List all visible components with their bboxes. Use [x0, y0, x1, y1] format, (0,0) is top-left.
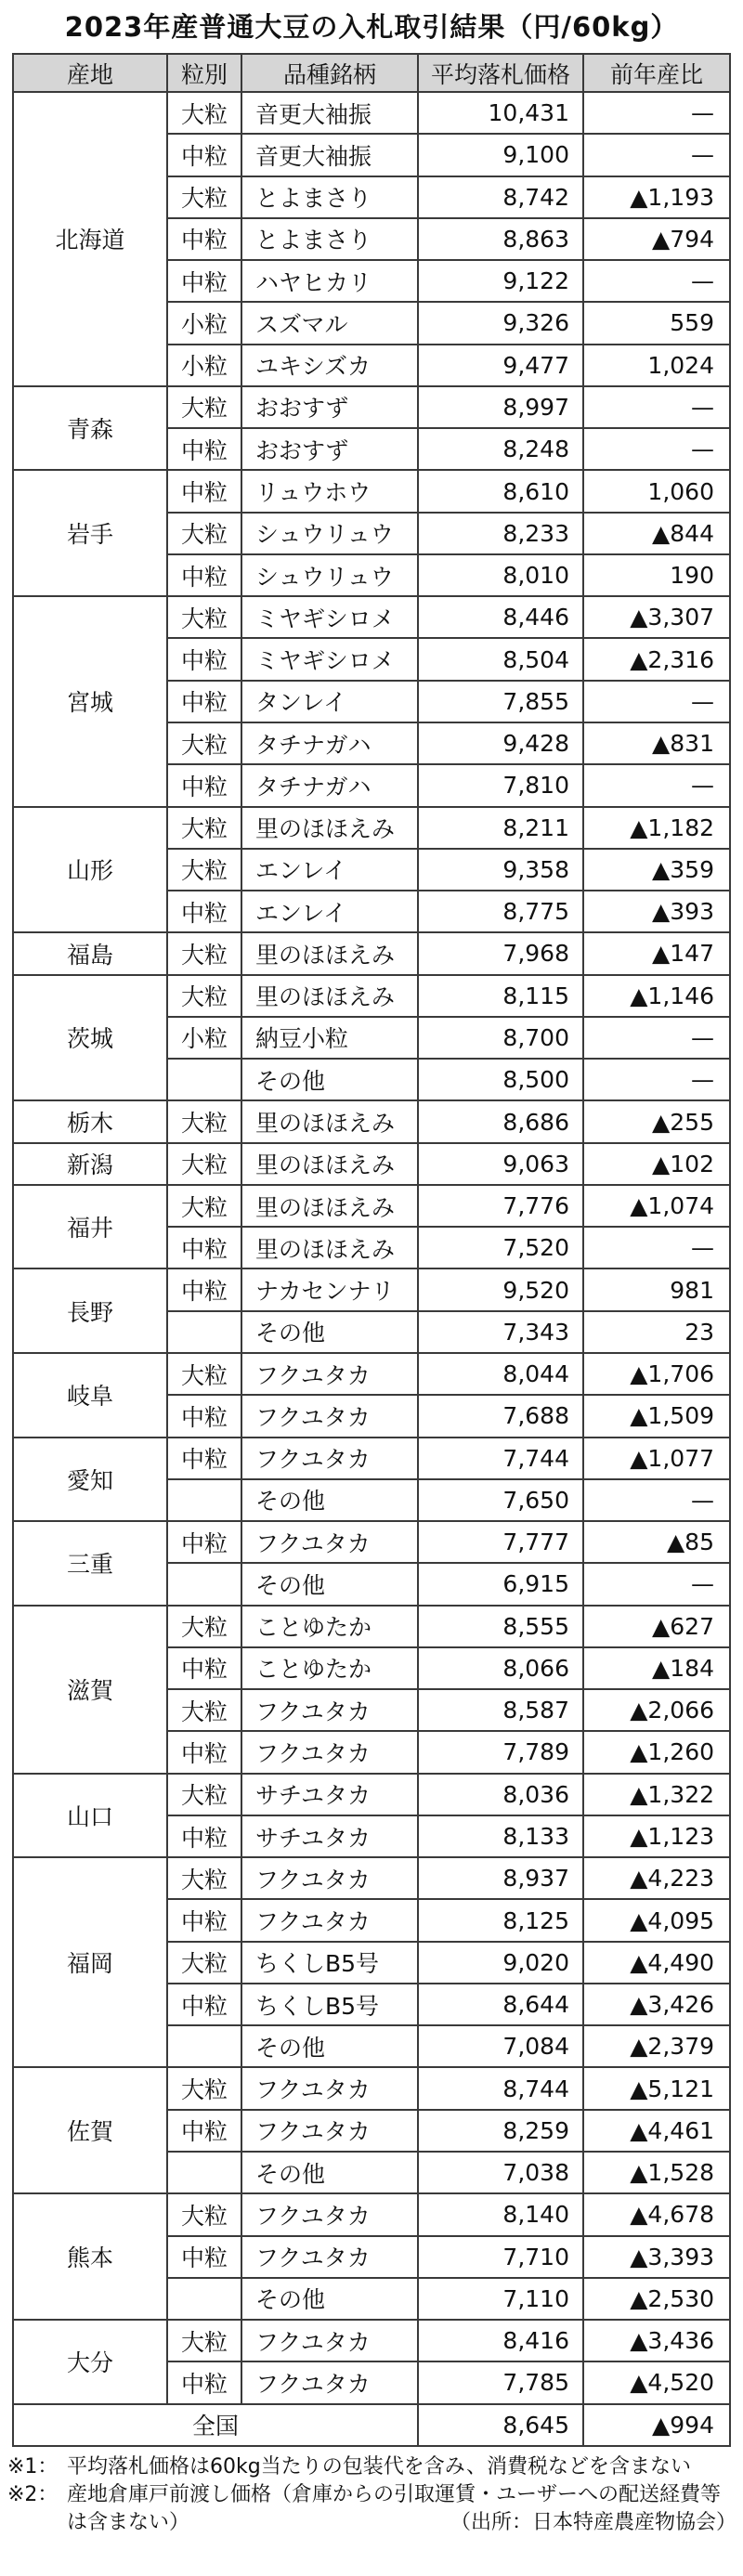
grain-size-cell: 小粒	[167, 1017, 241, 1059]
grain-size-cell: 中粒	[167, 134, 241, 176]
year-over-year-cell: ▲4,490	[583, 1942, 730, 1984]
footnote-mark: ※1：	[7, 2455, 59, 2478]
year-over-year-cell: ▲184	[583, 1647, 730, 1689]
national-average-price: 8,645	[418, 2404, 583, 2446]
grain-size-cell: 大粒	[167, 1143, 241, 1185]
table-row	[13, 386, 730, 428]
table-row	[13, 2193, 730, 2235]
variety-cell: 里のほほえみ	[241, 1100, 418, 1142]
average-price-cell: 8,416	[418, 2320, 583, 2361]
grain-size-cell: 中粒	[167, 1521, 241, 1563]
grain-size-cell: 中粒	[167, 428, 241, 470]
variety-cell: リュウホウ	[241, 470, 418, 512]
page-title: 2023年産普通大豆の入札取引結果（円/60kg）	[64, 11, 679, 43]
variety-cell: 里のほほえみ	[241, 1185, 418, 1227]
average-price-cell: 9,100	[418, 134, 583, 176]
grain-size-cell: 中粒	[167, 1395, 241, 1437]
grain-size-cell: 大粒	[167, 1942, 241, 1984]
average-price-cell: 7,084	[418, 2025, 583, 2067]
variety-cell: その他	[241, 1059, 418, 1100]
year-over-year-cell: ▲1,123	[583, 1815, 730, 1857]
average-price-cell: 7,650	[418, 1479, 583, 1521]
year-over-year-cell: 981	[583, 1268, 730, 1310]
year-over-year-cell: —	[583, 681, 730, 722]
variety-cell: フクユタカ	[241, 1857, 418, 1899]
year-over-year-cell: —	[583, 386, 730, 428]
variety-cell: 音更大袖振	[241, 92, 418, 134]
average-price-cell: 7,855	[418, 681, 583, 722]
table-row	[13, 1143, 730, 1185]
region-cell: 福井	[13, 1185, 167, 1269]
variety-cell: 里のほほえみ	[241, 1143, 418, 1185]
average-price-cell: 7,968	[418, 932, 583, 974]
national-total-row	[13, 2404, 730, 2446]
grain-size-cell	[167, 2278, 241, 2320]
grain-size-cell: 中粒	[167, 218, 241, 260]
region-cell: 青森	[13, 386, 167, 471]
average-price-cell: 9,063	[418, 1143, 583, 1185]
grain-size-cell: 中粒	[167, 1268, 241, 1310]
grain-size-cell: 中粒	[167, 1227, 241, 1268]
grain-size-cell: 中粒	[167, 1438, 241, 1479]
grain-size-cell: 中粒	[167, 470, 241, 512]
grain-size-cell: 大粒	[167, 932, 241, 974]
year-over-year-cell: ▲393	[583, 891, 730, 932]
variety-cell: フクユタカ	[241, 1689, 418, 1731]
year-over-year-cell: —	[583, 134, 730, 176]
table-row	[13, 1185, 730, 1227]
region-cell: 岐阜	[13, 1353, 167, 1438]
average-price-cell: 8,036	[418, 1774, 583, 1815]
grain-size-cell: 大粒	[167, 176, 241, 218]
average-price-cell: 8,504	[418, 638, 583, 680]
average-price-cell: 7,744	[418, 1438, 583, 1479]
variety-cell: サチユタカ	[241, 1774, 418, 1815]
average-price-cell: 8,010	[418, 554, 583, 596]
table-row	[13, 470, 730, 512]
year-over-year-cell: 23	[583, 1311, 730, 1353]
average-price-cell: 8,610	[418, 470, 583, 512]
region-cell: 福島	[13, 932, 167, 974]
average-price-cell: 9,020	[418, 1942, 583, 1984]
grain-size-cell: 大粒	[167, 807, 241, 849]
variety-cell: その他	[241, 1479, 418, 1521]
average-price-cell: 8,500	[418, 1059, 583, 1100]
region-cell: 三重	[13, 1521, 167, 1606]
year-over-year-cell: ▲3,426	[583, 1984, 730, 2025]
grain-size-cell: 中粒	[167, 764, 241, 806]
year-over-year-cell: ▲794	[583, 218, 730, 260]
grain-size-cell: 大粒	[167, 2067, 241, 2109]
grain-size-cell: 大粒	[167, 1689, 241, 1731]
region-cell: 宮城	[13, 596, 167, 806]
year-over-year-cell: ▲85	[583, 1521, 730, 1563]
grain-size-cell	[167, 1563, 241, 1605]
variety-cell: おおすず	[241, 428, 418, 470]
variety-cell: タンレイ	[241, 681, 418, 722]
year-over-year-cell: ▲3,393	[583, 2236, 730, 2278]
variety-cell: サチユタカ	[241, 1815, 418, 1857]
header-grain-size: 粒別	[167, 54, 241, 92]
year-over-year-cell: ▲1,260	[583, 1731, 730, 1773]
grain-size-cell: 中粒	[167, 1899, 241, 1941]
average-price-cell: 7,785	[418, 2361, 583, 2403]
variety-cell: フクユタカ	[241, 1353, 418, 1395]
year-over-year-cell: ▲4,223	[583, 1857, 730, 1899]
average-price-cell: 8,066	[418, 1647, 583, 1689]
year-over-year-cell: ▲3,436	[583, 2320, 730, 2361]
year-over-year-cell: ▲1,528	[583, 2152, 730, 2193]
variety-cell: 納豆小粒	[241, 1017, 418, 1059]
region-cell: 愛知	[13, 1438, 167, 1522]
average-price-cell: 8,700	[418, 1017, 583, 1059]
table-row	[13, 1857, 730, 1899]
region-cell: 新潟	[13, 1143, 167, 1185]
header-region: 産地	[13, 54, 167, 92]
grain-size-cell: 中粒	[167, 2110, 241, 2152]
year-over-year-cell: —	[583, 1017, 730, 1059]
variety-cell: その他	[241, 2025, 418, 2067]
table-row	[13, 1438, 730, 1479]
grain-size-cell: 中粒	[167, 1731, 241, 1773]
average-price-cell: 8,125	[418, 1899, 583, 1941]
variety-cell: 里のほほえみ	[241, 932, 418, 974]
average-price-cell: 9,477	[418, 345, 583, 386]
average-price-cell: 8,644	[418, 1984, 583, 2025]
variety-cell: ことゆたか	[241, 1647, 418, 1689]
bid-results-table	[12, 53, 731, 2447]
grain-size-cell: 大粒	[167, 1774, 241, 1815]
table-row	[13, 1100, 730, 1142]
variety-cell: フクユタカ	[241, 1521, 418, 1563]
year-over-year-cell: —	[583, 428, 730, 470]
variety-cell: フクユタカ	[241, 1731, 418, 1773]
table-row	[13, 92, 730, 134]
table-row	[13, 596, 730, 638]
average-price-cell: 7,688	[418, 1395, 583, 1437]
variety-cell: 里のほほえみ	[241, 807, 418, 849]
variety-cell: シュウリュウ	[241, 554, 418, 596]
variety-cell: おおすず	[241, 386, 418, 428]
grain-size-cell: 大粒	[167, 596, 241, 638]
table-row	[13, 975, 730, 1017]
grain-size-cell: 大粒	[167, 1606, 241, 1647]
variety-cell: フクユタカ	[241, 2320, 418, 2361]
variety-cell: ミヤギシロメ	[241, 596, 418, 638]
variety-cell: フクユタカ	[241, 2236, 418, 2278]
grain-size-cell: 大粒	[167, 92, 241, 134]
year-over-year-cell: ▲359	[583, 849, 730, 891]
year-over-year-cell: —	[583, 92, 730, 134]
grain-size-cell: 中粒	[167, 260, 241, 302]
average-price-cell: 8,044	[418, 1353, 583, 1395]
variety-cell: ちくしB5号	[241, 1984, 418, 2025]
year-over-year-cell: ▲255	[583, 1100, 730, 1142]
header-average-price: 平均落札価格	[418, 54, 583, 92]
table-row	[13, 1774, 730, 1815]
average-price-cell: 8,259	[418, 2110, 583, 2152]
average-price-cell: 6,915	[418, 1563, 583, 1605]
average-price-cell: 8,997	[418, 386, 583, 428]
year-over-year-cell: ▲1,706	[583, 1353, 730, 1395]
average-price-cell: 9,122	[418, 260, 583, 302]
year-over-year-cell: ▲2,316	[583, 638, 730, 680]
average-price-cell: 8,211	[418, 807, 583, 849]
year-over-year-cell: —	[583, 1563, 730, 1605]
variety-cell: とよまさり	[241, 176, 418, 218]
variety-cell: フクユタカ	[241, 2193, 418, 2235]
region-cell: 栃木	[13, 1100, 167, 1142]
footnote-mark: ※2：	[7, 2483, 59, 2506]
table-row	[13, 1606, 730, 1647]
year-over-year-cell: ▲3,307	[583, 596, 730, 638]
grain-size-cell: 中粒	[167, 554, 241, 596]
year-over-year-cell: ▲2,530	[583, 2278, 730, 2320]
year-over-year-cell: ▲2,066	[583, 1689, 730, 1731]
year-over-year-cell: —	[583, 260, 730, 302]
year-over-year-cell: ▲147	[583, 932, 730, 974]
variety-cell: その他	[241, 2152, 418, 2193]
header-variety: 品種銘柄	[241, 54, 418, 92]
year-over-year-cell: ▲1,182	[583, 807, 730, 849]
variety-cell: タチナガハ	[241, 722, 418, 764]
year-over-year-cell: ▲5,121	[583, 2067, 730, 2109]
average-price-cell: 8,587	[418, 1689, 583, 1731]
year-over-year-cell: ▲1,193	[583, 176, 730, 218]
grain-size-cell: 中粒	[167, 681, 241, 722]
region-cell: 岩手	[13, 470, 167, 596]
average-price-cell: 9,326	[418, 302, 583, 344]
region-cell: 茨城	[13, 975, 167, 1101]
average-price-cell: 7,810	[418, 764, 583, 806]
average-price-cell: 9,520	[418, 1268, 583, 1310]
region-cell: 滋賀	[13, 1606, 167, 1774]
grain-size-cell: 大粒	[167, 722, 241, 764]
region-cell: 熊本	[13, 2193, 167, 2320]
year-over-year-cell: ▲1,322	[583, 1774, 730, 1815]
table-row	[13, 2067, 730, 2109]
variety-cell: その他	[241, 2278, 418, 2320]
year-over-year-cell: 190	[583, 554, 730, 596]
footnote-text: 平均落札価格は60kg当たりの包装代を含み、消費税などを含まない	[67, 2455, 692, 2478]
table-header-row	[13, 54, 730, 92]
variety-cell: とよまさり	[241, 218, 418, 260]
average-price-cell: 7,520	[418, 1227, 583, 1268]
variety-cell: ちくしB5号	[241, 1942, 418, 1984]
year-over-year-cell: ▲4,520	[583, 2361, 730, 2403]
grain-size-cell	[167, 1059, 241, 1100]
average-price-cell: 9,428	[418, 722, 583, 764]
average-price-cell: 8,115	[418, 975, 583, 1017]
variety-cell: フクユタカ	[241, 1899, 418, 1941]
variety-cell: ミヤギシロメ	[241, 638, 418, 680]
year-over-year-cell: ▲1,077	[583, 1438, 730, 1479]
region-cell: 大分	[13, 2320, 167, 2404]
year-over-year-cell: ▲1,074	[583, 1185, 730, 1227]
region-cell: 山形	[13, 807, 167, 933]
region-cell: 長野	[13, 1268, 167, 1353]
average-price-cell: 8,446	[418, 596, 583, 638]
variety-cell: ハヤヒカリ	[241, 260, 418, 302]
grain-size-cell: 中粒	[167, 891, 241, 932]
grain-size-cell: 大粒	[167, 1185, 241, 1227]
variety-cell: ナカセンナリ	[241, 1268, 418, 1310]
variety-cell: フクユタカ	[241, 1395, 418, 1437]
grain-size-cell: 大粒	[167, 386, 241, 428]
region-cell: 福岡	[13, 1857, 167, 2067]
table-row	[13, 932, 730, 974]
variety-cell: エンレイ	[241, 891, 418, 932]
year-over-year-cell: —	[583, 1059, 730, 1100]
variety-cell: シュウリュウ	[241, 513, 418, 554]
year-over-year-cell: ▲1,146	[583, 975, 730, 1017]
grain-size-cell	[167, 2152, 241, 2193]
year-over-year-cell: —	[583, 764, 730, 806]
year-over-year-cell: —	[583, 1227, 730, 1268]
average-price-cell: 7,710	[418, 2236, 583, 2278]
variety-cell: 音更大袖振	[241, 134, 418, 176]
table-row	[13, 1521, 730, 1563]
variety-cell: フクユタカ	[241, 2067, 418, 2109]
grain-size-cell: 大粒	[167, 1353, 241, 1395]
grain-size-cell: 中粒	[167, 1815, 241, 1857]
year-over-year-cell: ▲627	[583, 1606, 730, 1647]
year-over-year-cell: ▲4,095	[583, 1899, 730, 1941]
footnote-text-body: 産地倉庫戸前渡し価格（倉庫からの引取運賃・ユーザーへの配送経費等は含まない）	[67, 2483, 722, 2534]
grain-size-cell: 小粒	[167, 345, 241, 386]
footnote-text	[67, 2481, 736, 2537]
variety-cell: フクユタカ	[241, 2361, 418, 2403]
average-price-cell: 8,555	[418, 1606, 583, 1647]
average-price-cell: 8,742	[418, 176, 583, 218]
variety-cell: その他	[241, 1563, 418, 1605]
average-price-cell: 8,686	[418, 1100, 583, 1142]
average-price-cell: 8,248	[418, 428, 583, 470]
variety-cell: ユキシズカ	[241, 345, 418, 386]
average-price-cell: 8,937	[418, 1857, 583, 1899]
average-price-cell: 7,110	[418, 2278, 583, 2320]
footnote-2	[7, 2481, 736, 2537]
grain-size-cell: 中粒	[167, 1984, 241, 2025]
grain-size-cell: 大粒	[167, 1857, 241, 1899]
grain-size-cell: 大粒	[167, 513, 241, 554]
year-over-year-cell: —	[583, 1479, 730, 1521]
national-year-over-year: ▲994	[583, 2404, 730, 2446]
average-price-cell: 7,789	[418, 1731, 583, 1773]
year-over-year-cell: ▲4,461	[583, 2110, 730, 2152]
average-price-cell: 8,233	[418, 513, 583, 554]
region-cell: 佐賀	[13, 2067, 167, 2193]
average-price-cell: 8,140	[418, 2193, 583, 2235]
grain-size-cell: 大粒	[167, 2193, 241, 2235]
grain-size-cell	[167, 2025, 241, 2067]
average-price-cell: 7,776	[418, 1185, 583, 1227]
variety-cell: ことゆたか	[241, 1606, 418, 1647]
variety-cell: 里のほほえみ	[241, 1227, 418, 1268]
region-cell: 北海道	[13, 92, 167, 386]
variety-cell: スズマル	[241, 302, 418, 344]
year-over-year-cell: ▲102	[583, 1143, 730, 1185]
average-price-cell: 8,133	[418, 1815, 583, 1857]
variety-cell: 里のほほえみ	[241, 975, 418, 1017]
average-price-cell: 7,343	[418, 1311, 583, 1353]
table-row	[13, 807, 730, 849]
grain-size-cell: 中粒	[167, 638, 241, 680]
source-credit: （出所：日本特産農産物協会）	[450, 2511, 736, 2534]
average-price-cell: 7,038	[418, 2152, 583, 2193]
footnote-1	[7, 2453, 736, 2481]
variety-cell: エンレイ	[241, 849, 418, 891]
year-over-year-cell: ▲2,379	[583, 2025, 730, 2067]
grain-size-cell: 大粒	[167, 2320, 241, 2361]
region-cell: 山口	[13, 1774, 167, 1858]
year-over-year-cell: ▲831	[583, 722, 730, 764]
table-body	[13, 92, 730, 2446]
header-year-over-year: 前年産比	[583, 54, 730, 92]
grain-size-cell	[167, 1311, 241, 1353]
year-over-year-cell: ▲4,678	[583, 2193, 730, 2235]
year-over-year-cell: ▲844	[583, 513, 730, 554]
average-price-cell: 10,431	[418, 92, 583, 134]
year-over-year-cell: 1,024	[583, 345, 730, 386]
national-total-label: 全国	[13, 2404, 418, 2446]
grain-size-cell: 中粒	[167, 2361, 241, 2403]
variety-cell: その他	[241, 1311, 418, 1353]
year-over-year-cell: ▲1,509	[583, 1395, 730, 1437]
grain-size-cell: 小粒	[167, 302, 241, 344]
grain-size-cell: 中粒	[167, 2236, 241, 2278]
variety-cell: フクユタカ	[241, 2110, 418, 2152]
variety-cell: フクユタカ	[241, 1438, 418, 1479]
table-row	[13, 1353, 730, 1395]
variety-cell: タチナガハ	[241, 764, 418, 806]
average-price-cell: 8,744	[418, 2067, 583, 2109]
grain-size-cell: 中粒	[167, 1647, 241, 1689]
average-price-cell: 8,775	[418, 891, 583, 932]
table-row	[13, 2320, 730, 2361]
year-over-year-cell: 1,060	[583, 470, 730, 512]
average-price-cell: 8,863	[418, 218, 583, 260]
average-price-cell: 7,777	[418, 1521, 583, 1563]
grain-size-cell	[167, 1479, 241, 1521]
table-row	[13, 1268, 730, 1310]
grain-size-cell: 大粒	[167, 975, 241, 1017]
average-price-cell: 9,358	[418, 849, 583, 891]
grain-size-cell: 大粒	[167, 849, 241, 891]
grain-size-cell: 大粒	[167, 1100, 241, 1142]
year-over-year-cell: 559	[583, 302, 730, 344]
footnotes	[7, 2453, 736, 2537]
